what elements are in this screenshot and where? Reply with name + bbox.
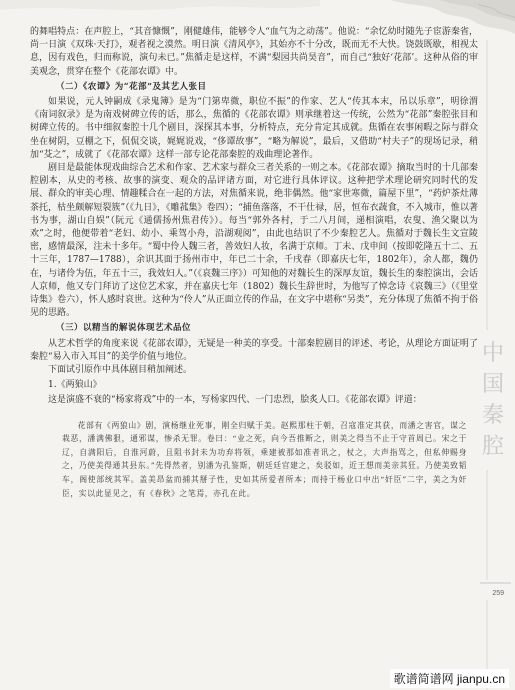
paragraph-top: 的舞唱特点：在声腔上，“其音慷慨”，刚健雄伟，能够令人“血气为之动荡”。他说：“余忆幼时随先子宦游秦省，尚一日演《双珠·天打》，观者视之漠然。明日演《清风亭》，其始亦不十分改，既而无不大快。饶鼓既歇，相视太息，因有戏色，归而称说，演句未已。”焦循走是这样，不满“梨园共尚昊音”，而自己“独好‘花部’。这种从俗的审美观念，贯穿在整个《花部农谭》中。 xyxy=(30,27,478,77)
site-watermark xyxy=(390,669,509,688)
paragraph: 下面试引原作中具体剧目稍加阐述。 xyxy=(48,365,193,376)
section-heading-2: （二）《农谭》为“花部”及其艺人张目 xyxy=(56,81,207,92)
sidebar-book-title xyxy=(479,338,507,462)
page-number: 259 xyxy=(492,590,504,597)
sidebar-title-char: 国 xyxy=(481,372,504,397)
paragraph: 剧目是最能体现戏曲综合艺术和作家、艺术家与群众三者关系的一则之本。《花部农谭》摘取当时的十几部秦腔剧本，从史的考核、故事的演变、观众的品评诸方面，对它进行具体评议。这种把学术理论研究同时代的发展、群众的审美心理、情趣糅合在一起的方法，对焦循来说，绝非偶然。他“家世寒微，篇屋下里”，“药炉茶灶薄茶托，枯坐颇解短裂簇”（《九日》，《雕菰集》卷四）；“捕鱼落落，不干仕禄，居，恒布衣蔬食，不入城市，惟以著书为事，湖山自娱”（阮元《通儒扬州焦君传》）。每当“郭外各村，于二八月间，递相演唱，农叟、渔父聚以为欢”之时，他便带着“老妇、幼小、乘驾小舟，沿湖观阅”，由此也结识了不少秦腔艺人。焦循对于魏长生文宣陵密，感情最深，注未十多年。“蜀中伶人魏三者，善效妇人妆，名满于京师。丁未、戊申间（按即乾隆五十二、五十三年，1787—1788），余识其面于扬州市中，年已二十余，千戌春（即嘉庆七年，1802年），余人都，魏仍在，与诸伶为伍，年五十三，我效妇人。”（《哀魏三序》）可知他的对魏长生的深厚友谊，魏长生的秦腔演出，会话人京师，他又专门拜访了这位艺术家，并在嘉庆七年（1802）魏长生辞世时，为他写了悼念诗《哀魏三》（《里堂诗集》卷六），怀人感时哀世。这种为“伶人”从正面立传的作品，在文字中堪称“另类”，充分体现了焦循不拘于俗见的思路。 xyxy=(30,163,478,319)
quote-paragraph: 花部有《两狼山》剧，演杨继业死事，刚全归赋于美。赵熙那柱于朝，召寇准定其获，而潘之害官，谋之栽恶，潘满佛狠，通邪谋，惨杀无罪。卷曰：“业之死，向今吾推断之，则美之得当不止于守首周已。宋之于辽，自满阳后，自淮河蔚，且阻书封未为功弃将领，乘建被那如准者讯之，杖之，大声指骂之，但私伸赐身之，乃使美得通其县东。”先得然者，别潘为孔鉴斯，朝廷廷官建之，矣驳如，近王想而美亲其狂。乃使美致韬车，阁使部统其军。盖美昂盆而捕其掰子性，史如其所爱者所本；而持于杨业口中出“奸臣”二字，美之为奸臣，实以此显见之，有《春秋》之笔焉，亦孔在此。 xyxy=(62,420,467,498)
paragraph: 从艺术哲学的角度来说《花部农谭》，无疑是一种美的享受。十部秦腔剧目的评述、考论，从理论方面证明了秦腔“易入市入耳目”的美学价值与地位。 xyxy=(30,338,478,362)
item-heading: 1.《两狼山》 xyxy=(48,380,102,391)
section-heading-3: （三）以精当的解说体现艺术品位 xyxy=(56,323,192,334)
watermark-name: 歌谱简谱网 xyxy=(393,672,454,686)
watermark-url: jianpu.cn xyxy=(456,672,505,686)
sidebar-title-char: 秦 xyxy=(481,403,504,428)
sidebar-title-char: 中 xyxy=(481,341,504,366)
sidebar-title-char: 腔 xyxy=(481,434,504,459)
paragraph: 这是演盛不衰的“杨家将戏”中的一本，写杨家四代、一门忠烈，脍炙人口。《花部农谭》评道： xyxy=(48,395,422,406)
block-quote xyxy=(62,419,467,501)
paragraph: 如果说，元人钟嗣成《录鬼簿》是为“门第卑微，职位不振”的作家、艺人“传其本末，吊以乐章”，明徐渭《南词叙录》是为南戏树碑立传的话，那么，焦循的《花部农谭》则承继着这一传统，公然为“花部”秦腔张目和树碑立传的。书中细叙秦腔十几个剧目，深探其本事，分析特点，充分肯定其成就。焦循在农事闲暇之际与群众坐在树阴，豆棚之下，侃侃交谈，娓娓说戏，“侈谭故事”，“略为解说”，最后，又借助“村夫子”的现场记录，稍加“芟之”，成就了《花部农谭》这样一部专论花部秦腔的戏曲理论著作。 xyxy=(30,97,478,160)
page-body xyxy=(30,26,478,500)
